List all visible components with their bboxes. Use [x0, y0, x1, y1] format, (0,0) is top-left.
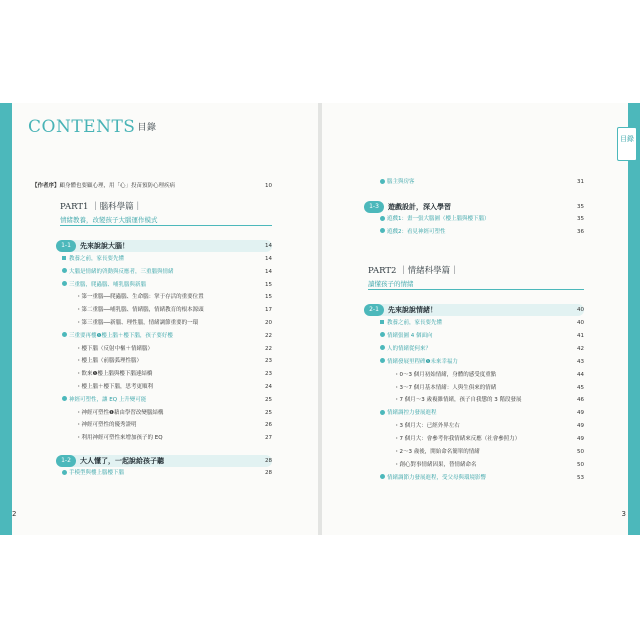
toc-entry-text: ・第一重腦──爬蟲腦、生命腦：掌于存活的重要位置: [76, 294, 204, 301]
toc-entry-text: ・第三重腦──新腦、理性腦，情緒調節重要的一環: [76, 320, 199, 326]
left-folio: 2: [12, 510, 17, 518]
contents-title: [28, 117, 156, 137]
toc-entry-page: 50: [577, 461, 584, 468]
contents-title-en: CONTENTS: [28, 117, 136, 137]
bullet-dot-icon: [62, 470, 67, 475]
part2-divider: [368, 289, 584, 290]
section-1-3-header[interactable]: [364, 201, 584, 213]
side-tab[interactable]: 目錄: [617, 127, 637, 161]
toc-entry[interactable]: [62, 468, 272, 479]
toc-entry-page: 25: [265, 409, 272, 416]
toc-entry[interactable]: [380, 473, 584, 484]
preface-row[interactable]: [32, 181, 272, 192]
section-1-1-title: 先來說說大腦！: [80, 242, 129, 250]
bullet-dot-icon: [380, 332, 385, 337]
bullet-dot-icon: [380, 358, 385, 363]
preface-page: 10: [265, 183, 272, 189]
toc-entry[interactable]: [62, 254, 272, 265]
toc-entry-page: 40: [577, 320, 584, 326]
section-1-1-number: 1-1: [56, 240, 76, 252]
right-accent-band: [628, 103, 640, 535]
toc-entry-text: ・7 個月～3 歲複雜情緒，孩子自我懲的 3 階段發展: [394, 397, 522, 404]
toc-entry-page: 46: [577, 397, 584, 404]
toc-entry[interactable]: [76, 344, 272, 355]
bullet-dot-icon: [380, 216, 385, 221]
bullet-dot-icon: [380, 410, 385, 415]
toc-entry-page: 14: [265, 268, 272, 275]
toc-entry-page: 35: [577, 216, 584, 222]
preface-label: 【作者序】: [32, 183, 60, 189]
toc-entry-page: 28: [265, 470, 272, 476]
toc-entry[interactable]: [380, 318, 584, 329]
bullet-dot-icon: [62, 281, 67, 286]
toc-entry-text: 三重腦，爬蟲腦、哺乳腦與新腦: [69, 281, 147, 288]
toc-entry-page: 14: [265, 256, 272, 262]
toc-entry-text: ・3 個月大：已經外界左右: [394, 423, 460, 430]
toc-entry[interactable]: [394, 434, 584, 445]
toc-entry-text: ・2～3 歲後，開始命名簡單的情緒: [394, 449, 480, 455]
toc-entry-text: 教養之前，家長要先懂: [69, 256, 125, 262]
bullet-dot-icon: [62, 396, 67, 401]
book-spread: [0, 103, 640, 535]
toc-entry[interactable]: [76, 369, 272, 380]
bullet-dot-icon: [62, 268, 67, 273]
toc-entry[interactable]: [380, 331, 584, 342]
section-1-2-header[interactable]: [56, 455, 272, 467]
preface-text: 顧身體也要顧心理，用「心」投苗預防心理疾病: [59, 183, 176, 189]
toc-entry[interactable]: [394, 395, 584, 406]
toc-entry[interactable]: [380, 408, 584, 419]
toc-entry-text: 遊戲2：看見神經可塑性: [387, 228, 446, 235]
toc-entry-page: 25: [265, 396, 272, 403]
toc-entry[interactable]: [76, 292, 272, 303]
toc-entry-text: 情緒調節力發展進程，受父母與環境影響: [387, 474, 487, 481]
toc-entry-page: 49: [577, 423, 584, 430]
toc-entry-text: 三重要再樓❶樓上腦＋樓下腦，孩子要好樓: [69, 332, 173, 339]
toc-entry[interactable]: [394, 421, 584, 432]
section-1-2-title: 大人懂了，一起說給孩子聽: [80, 457, 164, 465]
toc-entry-text: ・神經可塑性的優秀證明: [76, 422, 137, 429]
part2-subtitle: 讀懂孩子的情緒: [368, 280, 414, 288]
toc-entry-page: 15: [265, 281, 272, 288]
toc-entry-page: 44: [577, 371, 584, 378]
toc-entry[interactable]: [380, 227, 584, 238]
toc-entry-page: 45: [577, 384, 584, 391]
section-1-3-title: 遊戲設計，深入學習: [388, 203, 451, 211]
toc-entry[interactable]: [76, 408, 272, 419]
section-2-1-title: 先來說說情緒！: [388, 306, 437, 314]
toc-entry-page: 26: [265, 422, 272, 429]
part2-title: PART2 ｜情緒科學篇｜: [368, 266, 459, 276]
toc-entry-page: 53: [577, 474, 584, 481]
section-2-1-header[interactable]: [364, 304, 584, 316]
toc-entry-text: ・神經可塑性❶藉由學習改變腦結構: [76, 409, 164, 416]
toc-entry-page: 15: [265, 294, 272, 301]
toc-entry-text: 情緒發展里程碑❶未來幸福力: [387, 358, 458, 365]
part1-divider: [60, 225, 272, 226]
part1-title: PART1 ｜腦科學篇｜: [60, 202, 143, 212]
toc-entry[interactable]: [76, 305, 272, 316]
toc-entry-text: 神經可塑性，讓 EQ 上升變可能: [69, 396, 147, 403]
toc-entry-text: 腦主與房客: [387, 179, 415, 185]
section-2-1-page: 40: [577, 307, 584, 313]
toc-entry-text: ・飲來❶樓上腦與樓下腦連結橋: [76, 371, 153, 378]
section-1-3-page: 35: [577, 204, 584, 210]
toc-entry-text: ・樓上腦＋樓下腦，思考更順利: [76, 384, 154, 390]
toc-entry[interactable]: [76, 382, 272, 393]
toc-entry-page: 31: [577, 179, 584, 185]
toc-entry-page: 17: [265, 307, 272, 314]
section-1-1-page: 14: [265, 243, 272, 249]
toc-entry[interactable]: [62, 395, 272, 406]
toc-entry-text: ・7 個月大：會參考你我情緒來反應（社會參照力）: [394, 436, 521, 443]
toc-entry-page: 41: [577, 332, 584, 339]
toc-entry[interactable]: [380, 344, 584, 355]
toc-entry-page: 24: [265, 384, 272, 390]
section-1-2-page: 28: [265, 458, 272, 464]
toc-entry[interactable]: [394, 460, 584, 471]
toc-entry-page: 20: [265, 320, 272, 326]
toc-entry-page: 42: [577, 345, 584, 352]
bullet-dot-icon: [380, 179, 385, 184]
section-1-3-number: 1-3: [364, 201, 384, 213]
toc-entry[interactable]: [62, 267, 272, 278]
toc-entry-text: ・第二重腦──哺乳腦、情緒腦，情緒教育的根本源頭: [76, 307, 204, 314]
toc-entry-text: ・利用神經可塑性來增加孩子的 EQ: [76, 435, 163, 442]
toc-entry[interactable]: [394, 383, 584, 394]
toc-entry-page: 23: [265, 358, 272, 365]
bullet-dot-icon: [62, 332, 67, 337]
toc-entry[interactable]: [380, 177, 584, 188]
toc-entry-page: 49: [577, 410, 584, 417]
section-1-1-header[interactable]: [56, 240, 272, 252]
bullet-dot-icon: [380, 345, 385, 350]
toc-entry[interactable]: [76, 356, 272, 367]
bullet-square-icon: [62, 256, 66, 260]
toc-entry-text: 情緒張圖 4 個面向: [387, 332, 433, 339]
part1-subtitle: 情緒教養，改變孩子大腦運作模式: [60, 216, 158, 224]
toc-entry-page: 50: [577, 449, 584, 455]
toc-entry-page: 23: [265, 371, 272, 378]
left-accent-band: [0, 103, 12, 535]
bullet-square-icon: [380, 320, 384, 324]
bullet-dot-icon: [380, 474, 385, 479]
toc-entry-text: 大腦是情緒的啓動與反應者，三重腦與情緒: [69, 268, 174, 275]
toc-entry-text: 人的情緒從何來？: [387, 345, 432, 352]
toc-entry[interactable]: [380, 357, 584, 368]
toc-entry-page: 22: [265, 332, 272, 339]
section-1-2-number: 1-2: [56, 455, 76, 467]
section-2-1-number: 2-1: [364, 304, 384, 316]
toc-entry-page: 22: [265, 345, 272, 352]
toc-entry-page: 43: [577, 358, 584, 365]
toc-entry-page: 49: [577, 436, 584, 443]
toc-entry[interactable]: [76, 318, 272, 329]
toc-entry[interactable]: [394, 447, 584, 458]
contents-title-cjk: 目錄: [137, 123, 157, 133]
right-folio: 3: [621, 510, 626, 518]
toc-entry-page: 36: [577, 228, 584, 235]
toc-entry-text: 手模型與樓上腦樓下腦: [69, 470, 125, 476]
toc-entry-text: ・樓上腦（前腦弧理性腦）: [76, 358, 143, 365]
toc-entry[interactable]: [62, 280, 272, 291]
toc-entry[interactable]: [76, 433, 272, 444]
toc-entry[interactable]: [62, 331, 272, 342]
left-page: [0, 103, 318, 535]
toc-entry-text: ・0～3 個月初始情緒，身體的感受度重點: [394, 371, 497, 378]
toc-entry-text: 遊戲1：畫一張大腦圖（樓上腦與樓下腦）: [387, 216, 490, 222]
toc-entry-text: ・創心對事情緒因果，替情緒命名: [394, 461, 477, 468]
toc-entry-text: ・樓下腦（反射中樞＋情緒腦）: [76, 345, 154, 352]
toc-entry-text: 教養之前，家長要先懂: [387, 320, 443, 326]
toc-entry[interactable]: [76, 420, 272, 431]
toc-entry-page: 27: [265, 435, 272, 442]
bullet-dot-icon: [380, 228, 385, 233]
toc-entry[interactable]: [380, 214, 584, 225]
right-page: [322, 103, 640, 535]
toc-entry-text: 情緒調控力發展進程: [387, 410, 437, 417]
toc-entry-text: ・3～7 個月基本情緒：人與生俱來的情緒: [394, 384, 497, 391]
toc-entry[interactable]: [394, 370, 584, 381]
